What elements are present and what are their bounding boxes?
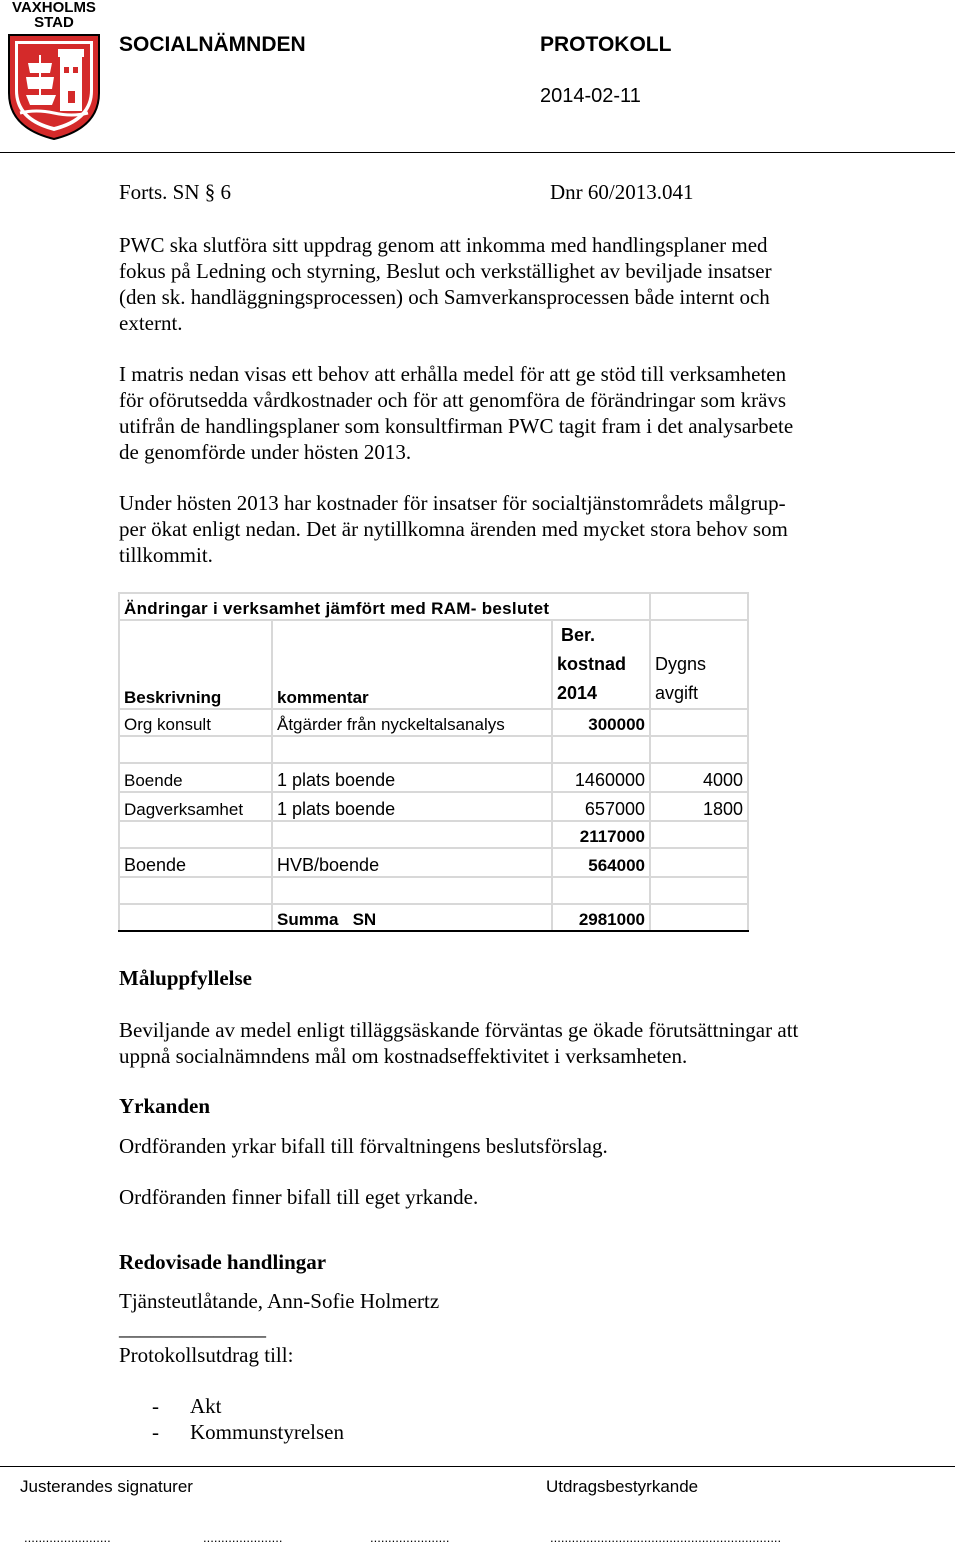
footer-divider <box>0 1466 955 1467</box>
paragraph-costs <box>119 490 909 568</box>
claims-line-2: Ordföranden finner bifall till eget yrkande. <box>119 1185 479 1209</box>
table-cell: 1800 <box>650 792 748 821</box>
table-row <box>119 848 748 877</box>
table-cell: Org konsult <box>119 709 272 736</box>
table-row <box>119 877 748 904</box>
separator-underline: ______________ <box>119 1316 266 1340</box>
paragraph-line: de genomförde under hösten 2013. <box>119 440 412 464</box>
bullet: - <box>152 1394 159 1418</box>
table-cell: Dagverksamhet <box>119 792 272 821</box>
table-cell <box>272 821 552 848</box>
table-cell: HVB/boende <box>272 848 552 877</box>
logo <box>4 0 104 145</box>
paragraph-line: fokus på Ledning och styrning, Beslut och verkställighet av beviljade insatser <box>119 259 772 283</box>
list-item-label: Akt <box>190 1394 222 1418</box>
table-total-row <box>119 904 748 931</box>
certification-line: ................................................................ <box>550 1530 782 1545</box>
paragraph-line: externt. <box>119 311 183 335</box>
table-cell: 300000 <box>552 709 650 736</box>
protocol-date: 2014-02-11 <box>540 85 641 107</box>
table-row <box>119 821 748 848</box>
footer-certification-label: Utdragsbestyrkande <box>546 1477 699 1496</box>
document-type: PROTOKOLL <box>540 33 672 56</box>
signature-line: ...................... <box>370 1530 450 1545</box>
table-cell: 4000 <box>650 763 748 792</box>
distribution-list <box>152 1393 344 1445</box>
table-cell <box>650 848 748 877</box>
goal-text <box>119 1017 909 1069</box>
table-cell: 1 plats boende <box>272 763 552 792</box>
table-cell <box>119 821 272 848</box>
table-cell: Åtgärder från nyckeltalsanalys <box>272 709 552 736</box>
table-cell: 1460000 <box>552 763 650 792</box>
signature-line: ...................... <box>203 1530 283 1545</box>
paragraph-line: tillkommit. <box>119 543 213 567</box>
header-cost-line: Ber. <box>561 625 596 645</box>
header-cost <box>552 620 650 709</box>
paragraph-line: Beviljande av medel enligt tilläggsäskande förväntas ge ökade förutsättningar att <box>119 1018 799 1042</box>
footer-signatures-label: Justerandes signaturer <box>20 1477 193 1496</box>
cost-table <box>118 592 749 932</box>
claims-line-1: Ordföranden yrkar bifall till förvaltningens beslutsförslag. <box>119 1134 608 1158</box>
paragraph-line: I matris nedan visas ett behov att erhålla medel för att ge stöd till verksamheten <box>119 362 787 386</box>
table-header-row <box>119 620 748 709</box>
total-label: Summa SN <box>272 904 552 931</box>
paragraph-line: för oförutsedda vårdkostnader och för att genomföra de förändringar som krävs <box>119 388 787 412</box>
paragraph-matrix <box>119 361 909 465</box>
paragraph-line: per ökat enligt nedan. Det är nytillkomna ärenden med mycket stora behov som <box>119 517 788 541</box>
table-cell <box>272 736 552 763</box>
goal-heading: Måluppfyllelse <box>119 966 253 990</box>
header-beskrivning: Beskrivning <box>119 620 272 709</box>
table-cell <box>650 904 748 931</box>
table-row <box>119 709 748 736</box>
table-cell <box>119 736 272 763</box>
header-fee <box>650 620 748 709</box>
table-cell <box>552 736 650 763</box>
table-cell: Boende <box>119 763 272 792</box>
paragraph-line: PWC ska slutföra sitt uppdrag genom att inkomma med handlingsplaner med <box>119 233 768 257</box>
table-cell: 657000 <box>552 792 650 821</box>
header-cost-line: 2014 <box>557 683 598 703</box>
table-cell: Boende <box>119 848 272 877</box>
list-item <box>152 1393 344 1419</box>
paragraph-line: uppnå socialnämndens mål om kostnadseffektivitet i verksamheten. <box>119 1044 688 1068</box>
table-cell: 2117000 <box>552 821 650 848</box>
table-cell <box>650 593 748 620</box>
coat-of-arms-icon <box>6 33 102 141</box>
table-row <box>119 792 748 821</box>
table-cell <box>650 821 748 848</box>
total-value: 2981000 <box>552 904 650 931</box>
paragraph-pwc <box>119 232 909 336</box>
table-row <box>119 763 748 792</box>
header-fee-line: avgift <box>655 683 699 703</box>
logo-text-line2: STAD <box>34 14 74 31</box>
paragraph-line: (den sk. handläggningsprocessen) och Samverkansprocessen både internt och <box>119 285 770 309</box>
table-row <box>119 736 748 763</box>
claims-heading: Yrkanden <box>119 1094 211 1118</box>
table-cell <box>650 709 748 736</box>
signature-line: ........................ <box>24 1530 111 1545</box>
header-divider <box>0 152 955 153</box>
bullet: - <box>152 1420 159 1444</box>
registry-number: Dnr 60/2013.041 <box>550 180 694 204</box>
table-cell <box>650 877 748 904</box>
list-item <box>152 1419 344 1445</box>
organization-title: SOCIALNÄMNDEN <box>119 33 306 56</box>
paragraph-line: utifrån de handlingsplaner som konsultfirman PWC tagit fram i det analysarbete <box>119 414 794 438</box>
table-cell <box>272 877 552 904</box>
section-reference: Forts. SN § 6 <box>119 180 232 204</box>
header-cost-line: kostnad <box>557 654 627 674</box>
table-cell <box>650 736 748 763</box>
documents-line: Tjänsteutlåtande, Ann-Sofie Holmertz <box>119 1289 440 1313</box>
list-item-label: Kommunstyrelsen <box>190 1420 344 1444</box>
table-title-row <box>119 593 748 620</box>
table-cell <box>119 877 272 904</box>
distribution-label: Protokollsutdrag till: <box>119 1343 294 1367</box>
table-title: Ändringar i verksamhet jämfört med RAM- beslutet <box>119 593 650 620</box>
table-cell: 564000 <box>552 848 650 877</box>
header-kommentar: kommentar <box>272 620 552 709</box>
documents-heading: Redovisade handlingar <box>119 1250 327 1274</box>
header-fee-line: Dygns <box>655 654 707 674</box>
logo-text-line1: VAXHOLMS <box>12 0 96 16</box>
table-cell <box>552 877 650 904</box>
table-cell <box>119 904 272 931</box>
table-cell: 1 plats boende <box>272 792 552 821</box>
paragraph-line: Under hösten 2013 har kostnader för insatser för socialtjänstområdets målgrup- <box>119 491 786 515</box>
